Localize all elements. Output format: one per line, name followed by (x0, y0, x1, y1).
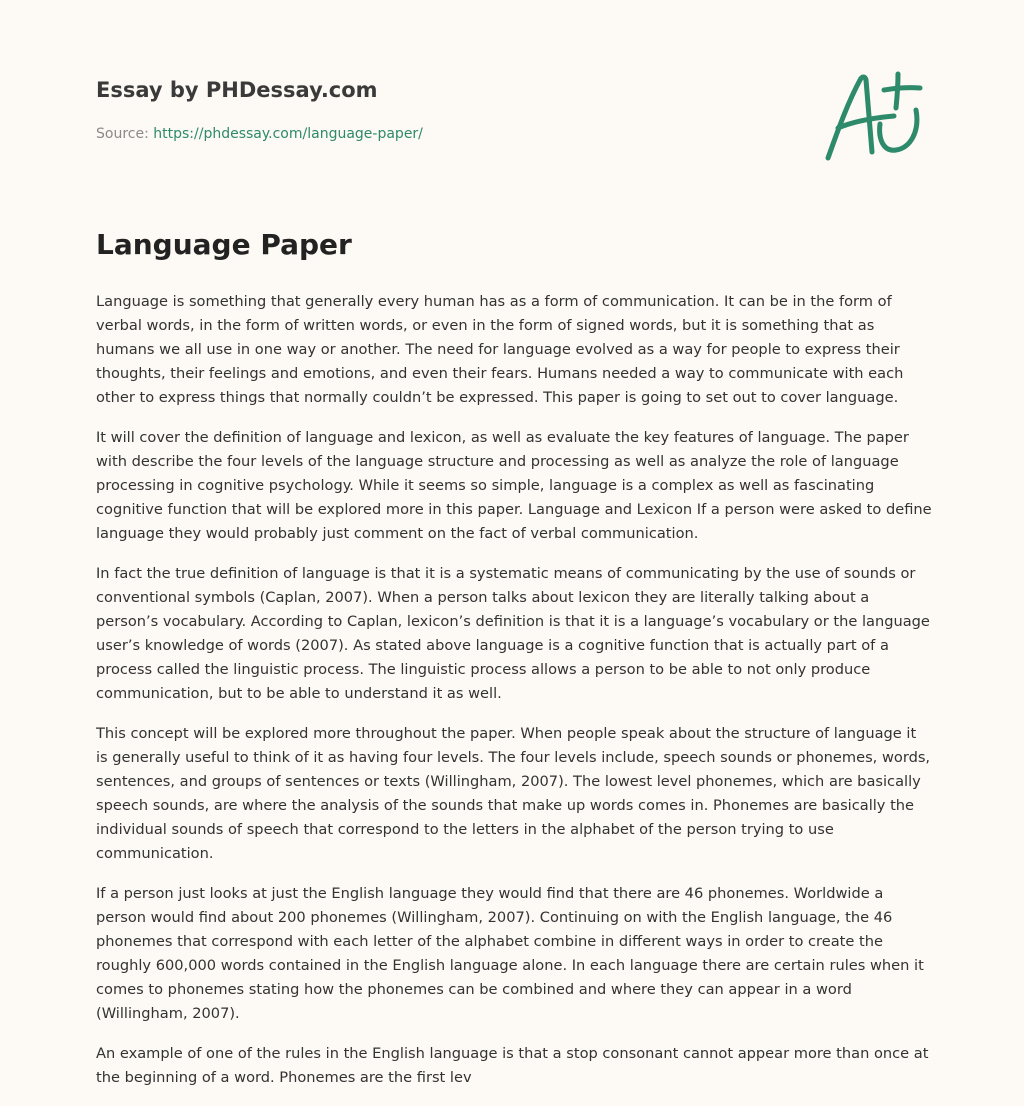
source-line (96, 124, 796, 144)
essay-paragraph: This concept will be explored more throughout the paper. When people speak about the structure of language it is generally useful to think of it as having four levels. The four levels include, speech sounds or phonemes, words, sentences, and groups of sentences or texts (Willingham, 2007). The lowest level phonemes, which are basically speech sounds, are where the analysis of the sounds that make up words comes in. Phonemes are basically the individual sounds of speech that correspond to the letters in the alphabet of the person trying to use communication. (96, 725, 931, 862)
essay-paragraph: If a person just looks at just the English language they would find that there are 46 phonemes. Worldwide a person would find about 200 phonemes (Willingham, 2007). Continuing on with the English language, the 46 phonemes that correspond with each letter of the alphabet combine in different ways in order to create the roughly 600,000 words contained in the English language alone. In each language there are certain rules when it comes to phonemes stating how the phonemes can be combined and where they can appear in a word (Willingham, 2007). (96, 885, 924, 1022)
a-plus-logo-icon (822, 66, 928, 166)
source-link[interactable]: https://phdessay.com/language-paper/ (153, 126, 423, 142)
essay-paragraph: It will cover the definition of language and lexicon, as well as evaluate the key features of language. The paper with describe the four levels of the language structure and processing as well as analyze the role of language processing in cognitive psychology. While it seems so simple, language is a complex as well as fascinating cognitive function that will be explored more in this paper. Language and Lexicon If a person were asked to define language they would probably just comment on the fact of verbal communication. (96, 429, 932, 542)
page-header (96, 76, 796, 144)
site-title: Essay by PHDessay.com (96, 78, 378, 102)
essay-title: Language Paper (96, 228, 352, 261)
essay-article (96, 226, 932, 1106)
source-label: Source: (96, 126, 154, 142)
essay-paragraph: An example of one of the rules in the English language is that a stop consonant cannot appear more than once at the beginning of a word. Phonemes are the first lev (96, 1045, 929, 1086)
essay-paragraph: Language is something that generally every human has as a form of communication. It can be in the form of verbal words, in the form of written words, or even in the form of signed words, but it is something that as humans we all use in one way or another. The need for language evolved as a way for people to express their thoughts, their feelings and emotions, and even their fears. Humans needed a way to communicate with each other to express things that normally couldn’t be expressed. This paper is going to set out to cover language. (96, 293, 904, 406)
essay-paragraph: In fact the true definition of language is that it is a systematic means of communicating by the use of sounds or conventional symbols (Caplan, 2007). When a person talks about lexicon they are literally talking about a person’s vocabulary. According to Caplan, lexicon’s definition is that it is a language’s vocabulary or the language user’s knowledge of words (2007). As stated above language is a cognitive function that is actually part of a process called the linguistic process. The linguistic process allows a person to be able to not only produce communication, but to be able to understand it as well. (96, 565, 930, 702)
